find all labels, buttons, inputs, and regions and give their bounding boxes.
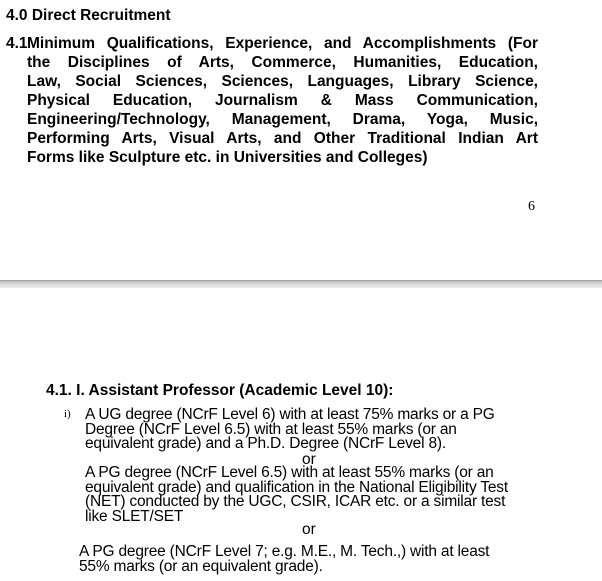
page-bottom	[0, 288, 602, 581]
or-separator: or	[302, 521, 316, 538]
qualification-option-1	[85, 408, 495, 452]
option-line: Degree (NCrF Level 6.5) with at least 55% marks (or an	[85, 420, 457, 438]
option-line: like SLET/SET	[85, 507, 184, 525]
page-number: 6	[528, 199, 535, 214]
subsection-line: Engineering/Technology, Management, Drama, Yoga, Music,	[27, 111, 538, 128]
subsection-number: 4.1	[6, 35, 28, 52]
option-line: (NET) conducted by the UGC, CSIR, ICAR etc. or a similar test	[85, 493, 506, 510]
qualification-option-3	[79, 545, 489, 574]
item-number: i)	[64, 408, 71, 420]
subsection-line: Physical Education, Journalism & Mass Communication,	[27, 92, 538, 109]
or-separator: or	[302, 451, 316, 468]
subsection-heading	[6, 34, 538, 167]
subsection-line: Law, Social Sciences, Sciences, Languages, Library Science,	[27, 73, 538, 90]
subsection-line: the Disciplines of Arts, Commerce, Humanities, Education,	[27, 54, 538, 71]
subsection-line: Forms like Sculpture etc. in Universities and Colleges)	[27, 149, 428, 166]
cropped-text-remnant	[0, 0, 602, 2]
option-line: A UG degree (NCrF Level 6) with at least 75% marks or a PG	[85, 406, 495, 423]
assistant-professor-heading: 4.1. I. Assistant Professor (Academic Level 10):	[46, 382, 394, 399]
subsection-line: Minimum Qualifications, Experience, and Accomplishments (For	[27, 35, 538, 52]
qualification-option-2	[85, 466, 508, 524]
subsection-line: Performing Arts, Visual Arts, and Other Traditional Indian Art	[27, 130, 538, 147]
option-line: equivalent grade) and qualification in the National Eligibility Test	[85, 478, 508, 496]
page-top	[0, 0, 602, 280]
option-line: equivalent grade) and a Ph.D. Degree (NCrF Level 8).	[85, 435, 446, 452]
option-line: A PG degree (NCrF Level 7; e.g. M.E., M. Tech.,) with at least	[79, 543, 490, 560]
page-separator	[0, 280, 602, 288]
option-line: 55% marks (or an equivalent grade).	[79, 557, 323, 575]
option-line: A PG degree (NCrF Level 6.5) with at least 55% marks (or an	[85, 464, 494, 481]
section-heading: 4.0 Direct Recruitment	[6, 7, 171, 24]
